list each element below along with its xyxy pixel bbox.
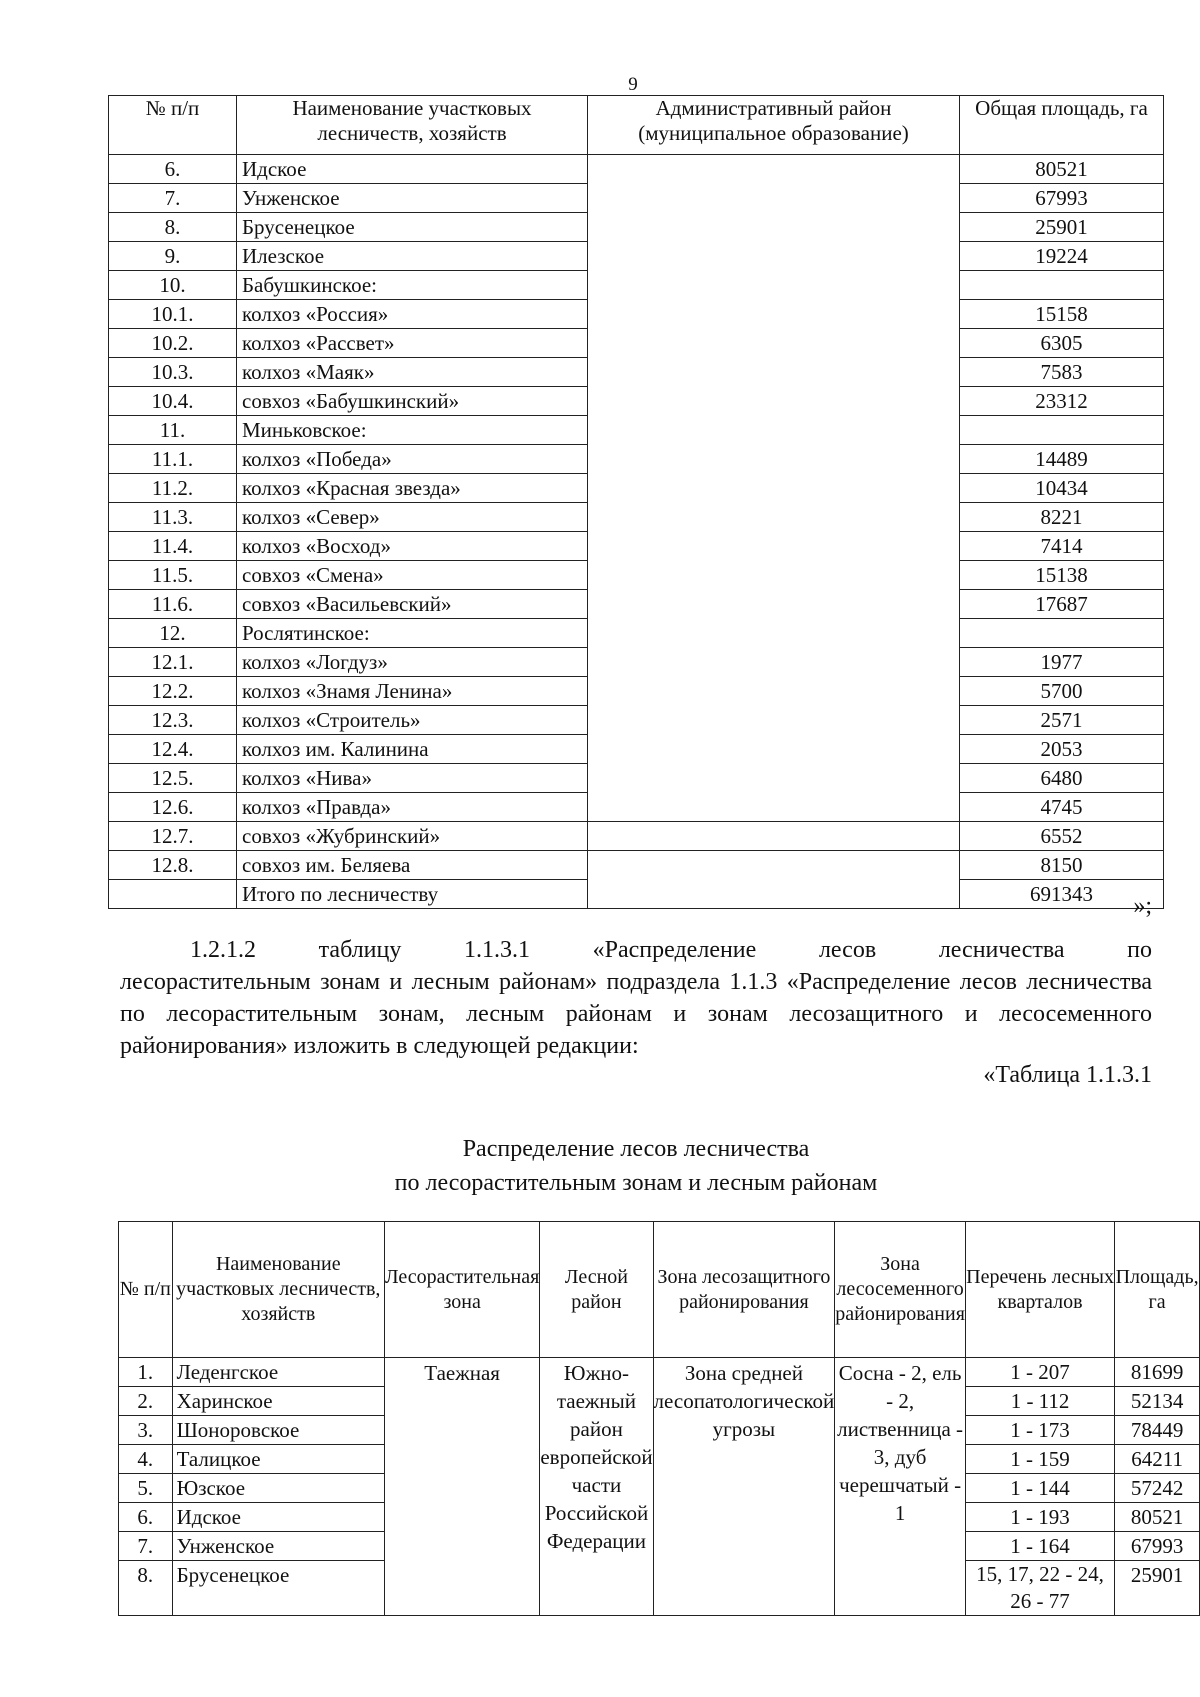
row-number: 8. [109, 213, 237, 242]
table-header-row [109, 96, 1164, 155]
row-number: 7. [119, 1532, 173, 1561]
merged-region-cell: Южно-таежный район европейской части Российской Федерации [540, 1358, 653, 1616]
row-name: колхоз «Строитель» [237, 706, 588, 735]
row-area: 64211 [1115, 1445, 1200, 1474]
row-name: совхоз им. Беляева [237, 851, 588, 880]
district-cell [588, 155, 960, 822]
row-area: 7583 [960, 358, 1164, 387]
row-number: 12.6. [109, 793, 237, 822]
row-area: 5700 [960, 677, 1164, 706]
paragraph-rest: лесорастительным зонам и лесным районам» подраздела 1.1.3 «Распределение лесов лесничества по лесорастительным зонам, лесным районам и зонам лесозащитного и лесосеменного районирования» изложить в следующей редакции: [120, 969, 1152, 1059]
row-area [960, 416, 1164, 445]
row-number: 11.5. [109, 561, 237, 590]
row-area: 15158 [960, 300, 1164, 329]
row-area: 25901 [1115, 1561, 1200, 1616]
row-name: совхоз «Бабушкинский» [237, 387, 588, 416]
row-number: 12.4. [109, 735, 237, 764]
row-number: 12.1. [109, 648, 237, 677]
row-number: 8. [119, 1561, 173, 1616]
header-quarters: Перечень лесных кварталов [965, 1222, 1114, 1358]
row-name: Брусенецкое [237, 213, 588, 242]
row-quarters: 1 - 173 [965, 1416, 1114, 1445]
row-number: 7. [109, 184, 237, 213]
row-number: 12.3. [109, 706, 237, 735]
paragraph-word: лесничества [938, 937, 1065, 963]
row-number: 10.2. [109, 329, 237, 358]
row-number: 11.6. [109, 590, 237, 619]
row-area: 6480 [960, 764, 1164, 793]
row-name: совхоз «Смена» [237, 561, 588, 590]
row-area: 81699 [1115, 1358, 1200, 1387]
row-quarters: 1 - 159 [965, 1445, 1114, 1474]
row-number: 10. [109, 271, 237, 300]
row-number: 11.4. [109, 532, 237, 561]
row-number: 12.7. [109, 822, 237, 851]
row-area: 1977 [960, 648, 1164, 677]
paragraph-word: по [1127, 937, 1152, 963]
table-row [109, 851, 1164, 880]
row-area: 6552 [960, 822, 1164, 851]
row-number: 1. [119, 1358, 173, 1387]
amendment-paragraph [120, 934, 1152, 1062]
row-name: колхоз «Логдуз» [237, 648, 588, 677]
row-area: 17687 [960, 590, 1164, 619]
row-name: Илезское [237, 242, 588, 271]
row-name: Леденгское [172, 1358, 384, 1387]
row-number: 11.1. [109, 445, 237, 474]
row-number: 11.2. [109, 474, 237, 503]
row-name: Унженское [172, 1532, 384, 1561]
header-seed-zone: Зона лесосеменного районирования [835, 1222, 966, 1358]
table-body [109, 155, 1164, 909]
row-name: Харинское [172, 1387, 384, 1416]
row-area: 67993 [960, 184, 1164, 213]
row-name: колхоз «Правда» [237, 793, 588, 822]
row-number: 10.1. [109, 300, 237, 329]
table-caption-line-1: Распределение лесов лесничества [462, 1136, 810, 1162]
row-name: Юзское [172, 1474, 384, 1503]
row-area: 2053 [960, 735, 1164, 764]
row-name: совхоз «Жубринский» [237, 822, 588, 851]
table-label: «Таблица 1.1.3.1 [983, 1062, 1152, 1088]
row-number: 11. [109, 416, 237, 445]
table-row [109, 155, 1164, 184]
row-name: колхоз «Победа» [237, 445, 588, 474]
row-name: Брусенецкое [172, 1561, 384, 1616]
row-number: 12.5. [109, 764, 237, 793]
row-number: 4. [119, 1445, 173, 1474]
row-name: колхоз им. Калинина [237, 735, 588, 764]
header-area: Общая площадь, га [960, 96, 1164, 155]
merged-protect-cell: Зона средней лесопатологической угрозы [653, 1358, 835, 1616]
row-area: 6305 [960, 329, 1164, 358]
row-area: 19224 [960, 242, 1164, 271]
page-number: 9 [628, 74, 638, 95]
row-name: колхоз «Россия» [237, 300, 588, 329]
row-area: 8150 [960, 851, 1164, 880]
row-quarters: 1 - 144 [965, 1474, 1114, 1503]
row-quarters: 1 - 207 [965, 1358, 1114, 1387]
row-area [960, 619, 1164, 648]
row-name: колхоз «Нива» [237, 764, 588, 793]
row-name: Шоноровское [172, 1416, 384, 1445]
row-name: совхоз «Васильевский» [237, 590, 588, 619]
row-area: 4745 [960, 793, 1164, 822]
row-area: 15138 [960, 561, 1164, 590]
paragraph-word: 1.1.3.1 [464, 937, 530, 963]
district-cell [588, 822, 960, 851]
row-number: 12.2. [109, 677, 237, 706]
row-area: 57242 [1115, 1474, 1200, 1503]
header-district: Административный район (муниципальное образование) [588, 96, 960, 155]
row-area: 80521 [960, 155, 1164, 184]
paragraph-first-line [120, 934, 1152, 966]
row-area: 8221 [960, 503, 1164, 532]
row-number: 3. [119, 1416, 173, 1445]
row-name: Рослятинское: [237, 619, 588, 648]
row-number [109, 880, 237, 909]
row-area: 78449 [1115, 1416, 1200, 1445]
header-name: Наименование участковых лесничеств, хозяйств [172, 1222, 384, 1358]
row-area: 10434 [960, 474, 1164, 503]
row-number: 12. [109, 619, 237, 648]
row-name: колхоз «Маяк» [237, 358, 588, 387]
row-area: 14489 [960, 445, 1164, 474]
row-name: колхоз «Север» [237, 503, 588, 532]
row-name: Идское [172, 1503, 384, 1532]
forestry-area-table [108, 95, 1164, 909]
row-area: 52134 [1115, 1387, 1200, 1416]
table-caption-line-2: по лесорастительным зонам и лесным районам [394, 1170, 878, 1196]
row-number: 2. [119, 1387, 173, 1416]
row-quarters: 1 - 164 [965, 1532, 1114, 1561]
header-name: Наименование участковых лесничеств, хозяйств [237, 96, 588, 155]
row-area: 67993 [1115, 1532, 1200, 1561]
row-number: 6. [109, 155, 237, 184]
row-number: 5. [119, 1474, 173, 1503]
row-name: колхоз «Знамя Ленина» [237, 677, 588, 706]
row-name: Миньковское: [237, 416, 588, 445]
row-quarters: 15, 17, 22 - 24, 26 - 77 [965, 1561, 1114, 1616]
row-quarters: 1 - 112 [965, 1387, 1114, 1416]
row-area [960, 271, 1164, 300]
closing-quote: »; [1133, 893, 1152, 919]
row-name: колхоз «Рассвет» [237, 329, 588, 358]
row-number: 6. [119, 1503, 173, 1532]
table-body [119, 1358, 1200, 1616]
paragraph-word: лесов [818, 937, 877, 963]
row-area: 25901 [960, 213, 1164, 242]
row-area: 691343 [960, 880, 1164, 909]
row-number: 11.3. [109, 503, 237, 532]
header-num: № п/п [109, 96, 237, 155]
row-name: Унженское [237, 184, 588, 213]
row-area: 2571 [960, 706, 1164, 735]
merged-seed-cell: Сосна - 2, ель - 2, лиственница - 3, дуб черешчатый - 1 [835, 1358, 966, 1616]
row-name: колхоз «Красная звезда» [237, 474, 588, 503]
paragraph-word: «Распределение [592, 937, 757, 963]
row-number: 10.3. [109, 358, 237, 387]
row-name: Бабушкинское: [237, 271, 588, 300]
header-num: № п/п [119, 1222, 173, 1358]
table-row [109, 822, 1164, 851]
header-region: Лесной район [540, 1222, 653, 1358]
header-zone: Лесорастительная зона [384, 1222, 539, 1358]
row-number: 10.4. [109, 387, 237, 416]
row-number: 9. [109, 242, 237, 271]
table-header-row [119, 1222, 1200, 1358]
paragraph-word: 1.2.1.2 таблицу [190, 937, 402, 963]
row-name: колхоз «Восход» [237, 532, 588, 561]
row-area: 80521 [1115, 1503, 1200, 1532]
row-name: Талицкое [172, 1445, 384, 1474]
row-name: Итого по лесничеству [237, 880, 588, 909]
row-area: 23312 [960, 387, 1164, 416]
table-row [119, 1358, 1200, 1387]
header-protect-zone: Зона лесозащитного районирования [653, 1222, 835, 1358]
row-quarters: 1 - 193 [965, 1503, 1114, 1532]
row-name: Идское [237, 155, 588, 184]
row-number: 12.8. [109, 851, 237, 880]
forest-zones-table [118, 1221, 1200, 1616]
header-area: Площадь, га [1115, 1222, 1200, 1358]
row-area: 7414 [960, 532, 1164, 561]
merged-zone-cell: Таежная [384, 1358, 539, 1616]
